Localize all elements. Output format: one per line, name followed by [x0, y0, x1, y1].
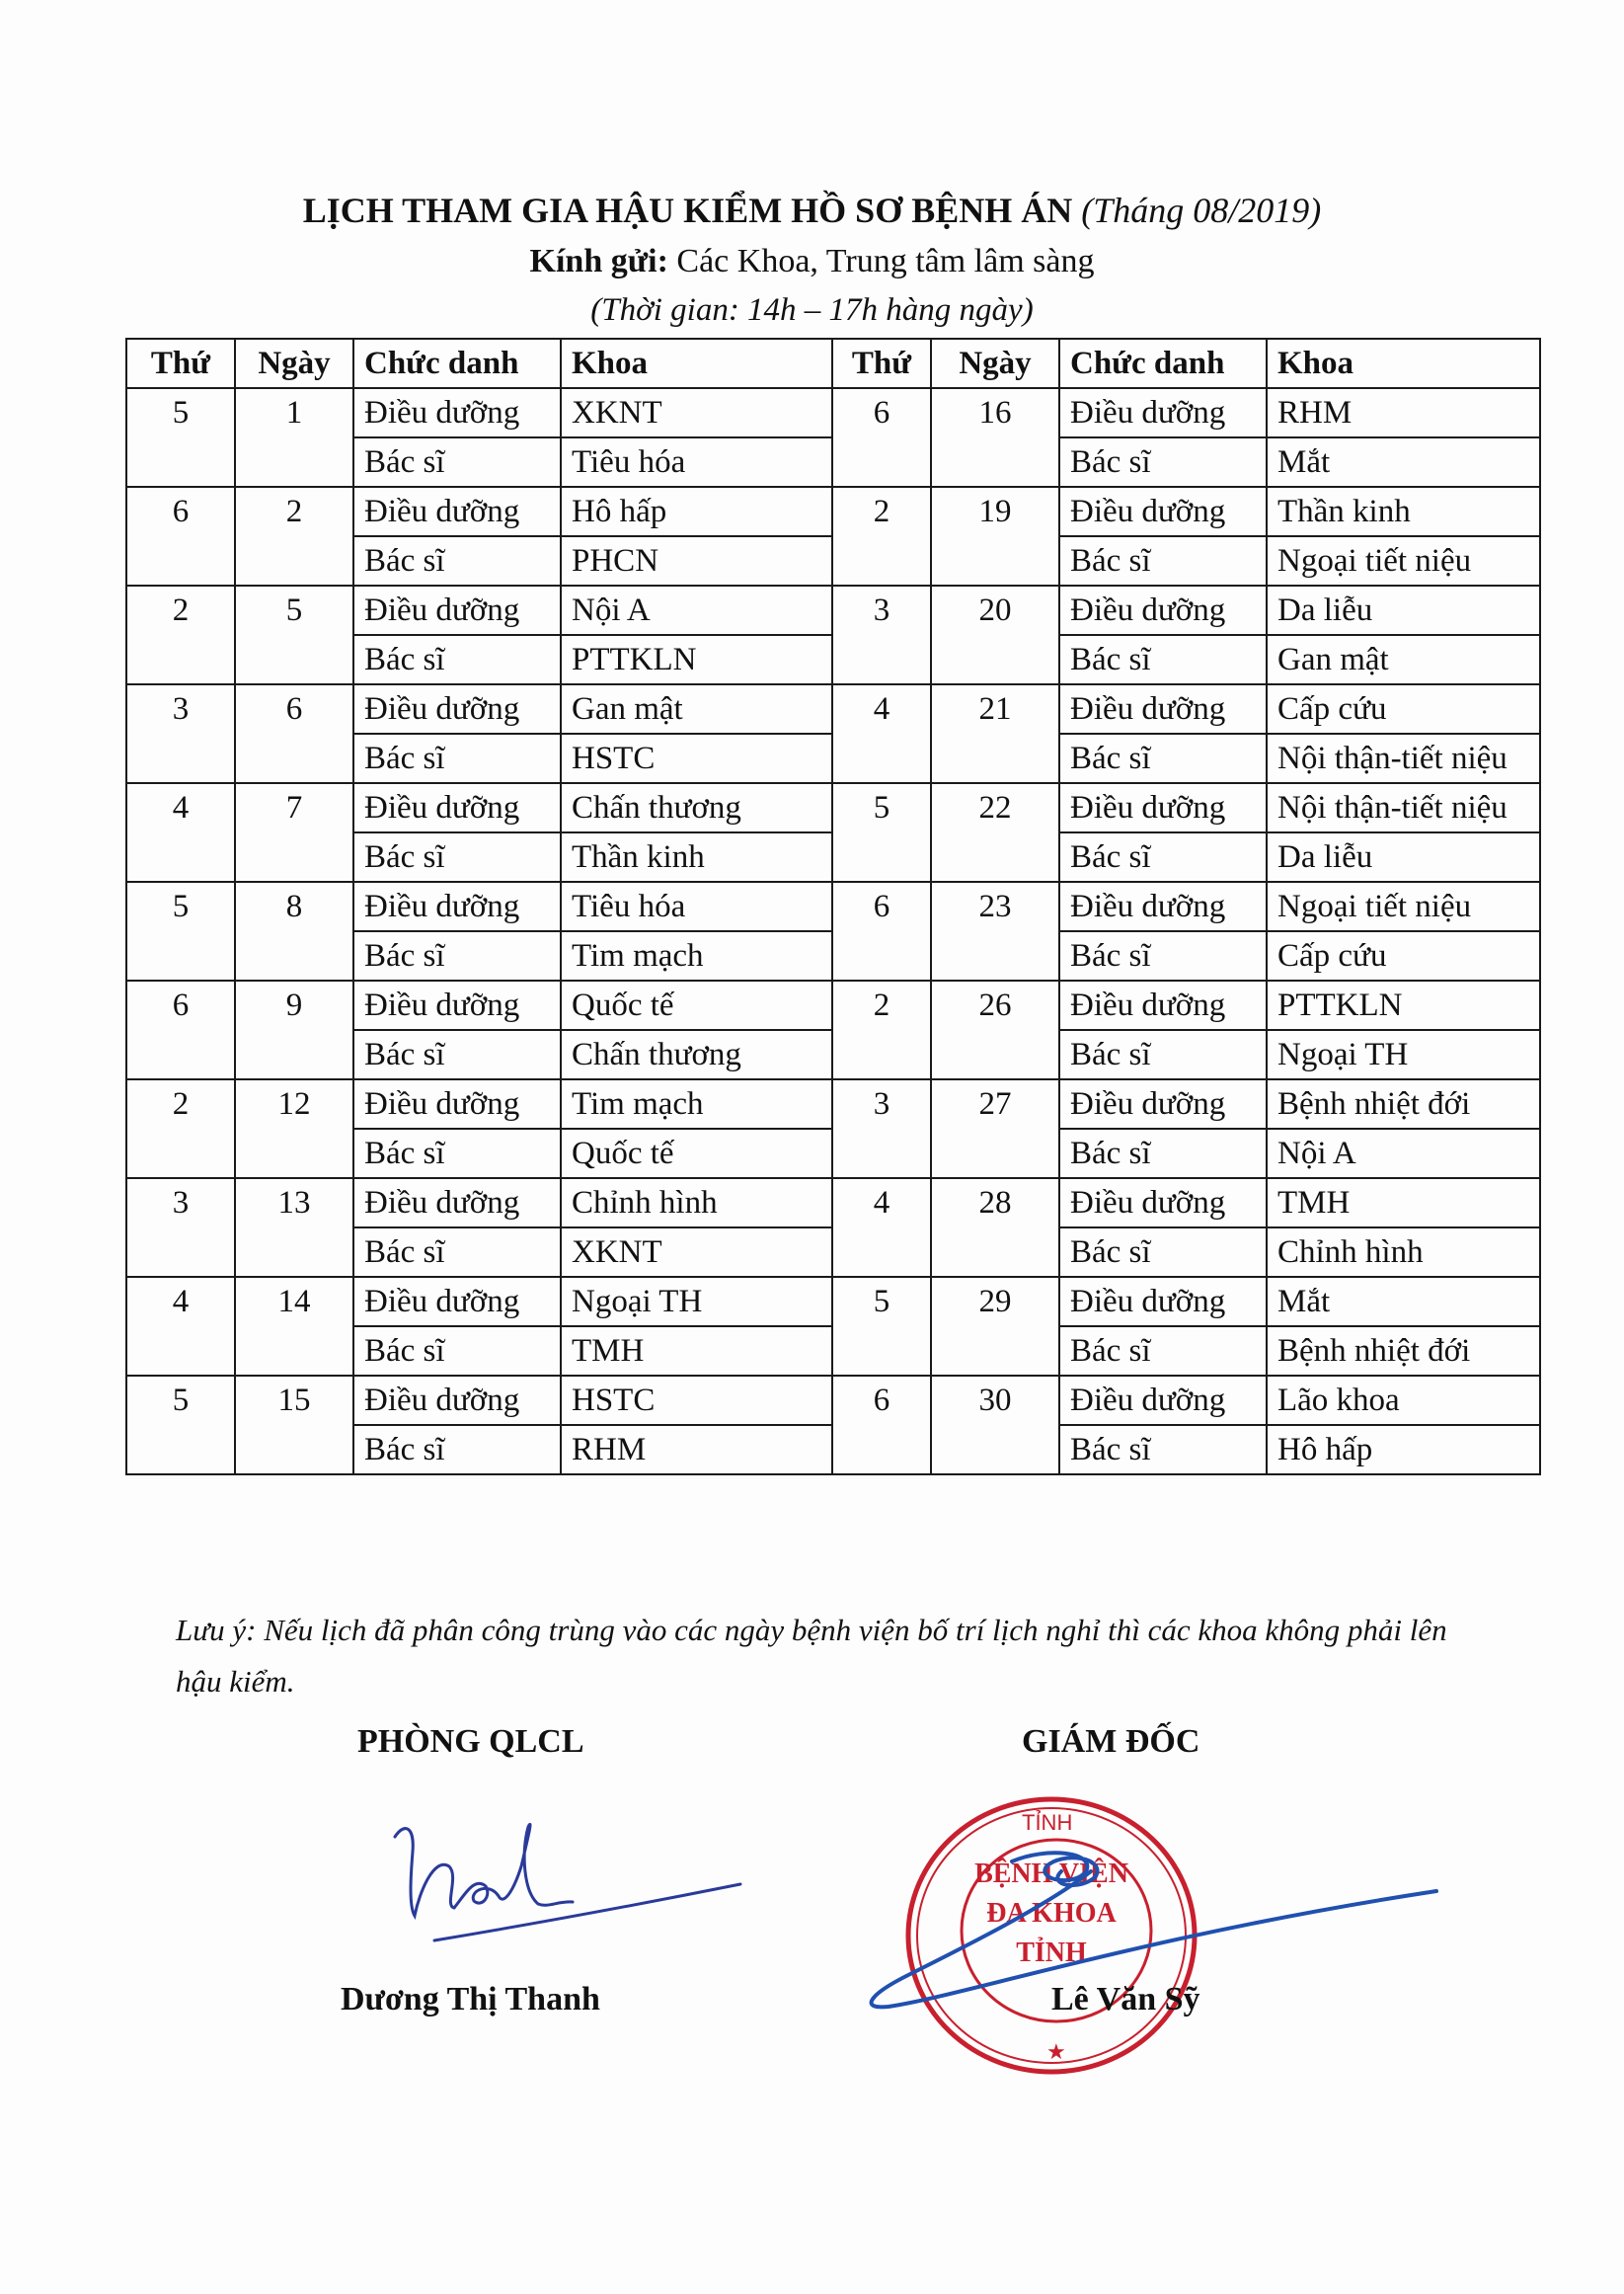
weekday-cell: 5: [832, 1277, 931, 1376]
stamp-ring-text: TỈNH: [1022, 1810, 1073, 1835]
left-signatory-name: Dương Thị Thanh: [341, 1981, 600, 2017]
department-cell: Quốc tế: [561, 981, 832, 1030]
department-cell: Tim mạch: [561, 1079, 832, 1129]
date-cell: 30: [931, 1376, 1059, 1474]
department-cell: HSTC: [561, 734, 832, 783]
role-cell: Điều dưỡng: [353, 586, 561, 635]
weekday-cell: 6: [832, 1376, 931, 1474]
role-cell: Điều dưỡng: [1059, 981, 1267, 1030]
stamp-line: ĐA KHOA: [986, 1898, 1117, 1929]
department-cell: Bệnh nhiệt đới: [1267, 1326, 1540, 1376]
weekday-cell: 2: [126, 586, 235, 684]
role-cell: Điều dưỡng: [1059, 1178, 1267, 1227]
department-cell: PTTKLN: [561, 635, 832, 684]
header-chuc-danh: Chức danh: [1059, 339, 1267, 388]
role-cell: Bác sĩ: [353, 832, 561, 882]
schedule-table: [125, 338, 1541, 1475]
department-cell: Tiêu hóa: [561, 882, 832, 931]
recipient-line: [0, 243, 1624, 280]
date-cell: 26: [931, 981, 1059, 1079]
date-cell: 20: [931, 586, 1059, 684]
role-cell: Bác sĩ: [1059, 1425, 1267, 1474]
header-ngay: Ngày: [931, 339, 1059, 388]
department-cell: Gan mật: [1267, 635, 1540, 684]
date-cell: 22: [931, 783, 1059, 882]
role-cell: Điều dưỡng: [1059, 487, 1267, 536]
role-cell: Bác sĩ: [1059, 536, 1267, 586]
header-khoa: Khoa: [561, 339, 832, 388]
role-cell: Điều dưỡng: [353, 487, 561, 536]
stamp-line: TỈNH: [1016, 1938, 1087, 1968]
department-cell: RHM: [561, 1425, 832, 1474]
date-cell: 7: [235, 783, 353, 882]
department-cell: Ngoại tiết niệu: [1267, 536, 1540, 586]
role-cell: Bác sĩ: [353, 1227, 561, 1277]
weekday-cell: 6: [126, 981, 235, 1079]
department-cell: Chấn thương: [561, 783, 832, 832]
role-cell: Điều dưỡng: [1059, 388, 1267, 437]
weekday-cell: 5: [832, 783, 931, 882]
department-cell: Da liễu: [1267, 586, 1540, 635]
department-cell: HSTC: [561, 1376, 832, 1425]
role-cell: Điều dưỡng: [353, 1079, 561, 1129]
role-cell: Bác sĩ: [353, 931, 561, 981]
date-cell: 23: [931, 882, 1059, 981]
weekday-cell: 3: [126, 684, 235, 783]
date-cell: 16: [931, 388, 1059, 487]
department-cell: Ngoại TH: [561, 1277, 832, 1326]
weekday-cell: 5: [126, 882, 235, 981]
header-thu: Thứ: [832, 339, 931, 388]
weekday-cell: 4: [832, 1178, 931, 1277]
department-cell: TMH: [1267, 1178, 1540, 1227]
date-cell: 8: [235, 882, 353, 981]
weekday-cell: 2: [832, 487, 931, 586]
role-cell: Bác sĩ: [353, 437, 561, 487]
department-cell: Nội A: [561, 586, 832, 635]
table-row: [126, 981, 1540, 1030]
department-cell: Nội A: [1267, 1129, 1540, 1178]
department-cell: Nội thận-tiết niệu: [1267, 783, 1540, 832]
department-cell: Thần kinh: [1267, 487, 1540, 536]
header-khoa: Khoa: [1267, 339, 1540, 388]
weekday-cell: 6: [832, 388, 931, 487]
weekday-cell: 4: [126, 1277, 235, 1376]
weekday-cell: 6: [832, 882, 931, 981]
role-cell: Bác sĩ: [1059, 832, 1267, 882]
header-thu: Thứ: [126, 339, 235, 388]
department-cell: Da liễu: [1267, 832, 1540, 882]
department-cell: Mắt: [1267, 1277, 1540, 1326]
date-cell: 9: [235, 981, 353, 1079]
weekday-cell: 2: [832, 981, 931, 1079]
date-cell: 19: [931, 487, 1059, 586]
table-row: [126, 1079, 1540, 1129]
right-signatory-title: GIÁM ĐỐC: [1022, 1723, 1200, 1760]
department-cell: Ngoại TH: [1267, 1030, 1540, 1079]
role-cell: Điều dưỡng: [353, 882, 561, 931]
date-cell: 2: [235, 487, 353, 586]
weekday-cell: 3: [126, 1178, 235, 1277]
date-cell: 14: [235, 1277, 353, 1376]
handwritten-signature-left: [375, 1797, 750, 1945]
department-cell: Hô hấp: [1267, 1425, 1540, 1474]
role-cell: Bác sĩ: [353, 1129, 561, 1178]
role-cell: Bác sĩ: [353, 635, 561, 684]
role-cell: Bác sĩ: [1059, 1129, 1267, 1178]
stamp-line: BỆNH VIỆN: [974, 1859, 1128, 1889]
department-cell: TMH: [561, 1326, 832, 1376]
role-cell: Bác sĩ: [353, 734, 561, 783]
role-cell: Bác sĩ: [353, 1425, 561, 1474]
department-cell: Thần kinh: [561, 832, 832, 882]
date-cell: 12: [235, 1079, 353, 1178]
role-cell: Bác sĩ: [353, 1326, 561, 1376]
role-cell: Điều dưỡng: [1059, 684, 1267, 734]
table-row: [126, 882, 1540, 931]
department-cell: Tiêu hóa: [561, 437, 832, 487]
role-cell: Điều dưỡng: [1059, 1376, 1267, 1425]
weekday-cell: 5: [126, 388, 235, 487]
weekday-cell: 3: [832, 1079, 931, 1178]
role-cell: Điều dưỡng: [1059, 1277, 1267, 1326]
role-cell: Bác sĩ: [1059, 1227, 1267, 1277]
table-row: [126, 388, 1540, 437]
department-cell: PTTKLN: [1267, 981, 1540, 1030]
table-row: [126, 684, 1540, 734]
table-row: [126, 586, 1540, 635]
role-cell: Bác sĩ: [1059, 1326, 1267, 1376]
title-text: LỊCH THAM GIA HẬU KIỂM HỒ SƠ BỆNH ÁN: [302, 191, 1073, 230]
role-cell: Bác sĩ: [1059, 1030, 1267, 1079]
role-cell: Bác sĩ: [1059, 635, 1267, 684]
header-chuc-danh: Chức danh: [353, 339, 561, 388]
role-cell: Điều dưỡng: [353, 783, 561, 832]
weekday-cell: 4: [126, 783, 235, 882]
role-cell: Điều dưỡng: [353, 684, 561, 734]
table-row: [126, 1376, 1540, 1425]
schedule-body: [126, 388, 1540, 1474]
document-title: [0, 190, 1624, 231]
recipient-text: Các Khoa, Trung tâm lâm sàng: [676, 243, 1095, 279]
department-cell: Hô hấp: [561, 487, 832, 536]
department-cell: XKNT: [561, 388, 832, 437]
role-cell: Bác sĩ: [1059, 437, 1267, 487]
department-cell: Gan mật: [561, 684, 832, 734]
weekday-cell: 2: [126, 1079, 235, 1178]
role-cell: Điều dưỡng: [1059, 1079, 1267, 1129]
right-signatory-name: Lê Văn Sỹ: [1051, 1981, 1200, 2017]
department-cell: PHCN: [561, 536, 832, 586]
date-cell: 6: [235, 684, 353, 783]
department-cell: RHM: [1267, 388, 1540, 437]
date-cell: 15: [235, 1376, 353, 1474]
weekday-cell: 3: [832, 586, 931, 684]
table-row: [126, 783, 1540, 832]
date-cell: 29: [931, 1277, 1059, 1376]
table-row: [126, 487, 1540, 536]
date-cell: 13: [235, 1178, 353, 1277]
department-cell: Cấp cứu: [1267, 684, 1540, 734]
role-cell: Điều dưỡng: [353, 1178, 561, 1227]
department-cell: Chỉnh hình: [1267, 1227, 1540, 1277]
role-cell: Bác sĩ: [1059, 931, 1267, 981]
department-cell: Chấn thương: [561, 1030, 832, 1079]
table-row: [126, 1277, 1540, 1326]
left-signatory-title: PHÒNG QLCL: [357, 1723, 584, 1760]
department-cell: XKNT: [561, 1227, 832, 1277]
weekday-cell: 4: [832, 684, 931, 783]
date-cell: 5: [235, 586, 353, 684]
role-cell: Bác sĩ: [353, 536, 561, 586]
department-cell: Tim mạch: [561, 931, 832, 981]
role-cell: Điều dưỡng: [1059, 586, 1267, 635]
date-cell: 21: [931, 684, 1059, 783]
role-cell: Điều dưỡng: [353, 1277, 561, 1326]
role-cell: Điều dưỡng: [1059, 882, 1267, 931]
department-cell: Cấp cứu: [1267, 931, 1540, 981]
table-row: [126, 1178, 1540, 1227]
department-cell: Nội thận-tiết niệu: [1267, 734, 1540, 783]
department-cell: Mắt: [1267, 437, 1540, 487]
role-cell: Điều dưỡng: [353, 388, 561, 437]
time-note: (Thời gian: 14h – 17h hàng ngày): [590, 292, 1034, 328]
table-header-row: [126, 339, 1540, 388]
header-ngay: Ngày: [235, 339, 353, 388]
weekday-cell: 5: [126, 1376, 235, 1474]
department-cell: Chỉnh hình: [561, 1178, 832, 1227]
recipient-label: Kính gửi:: [529, 243, 668, 279]
title-month: (Tháng 08/2019): [1081, 191, 1322, 230]
role-cell: Điều dưỡng: [1059, 783, 1267, 832]
department-cell: Ngoại tiết niệu: [1267, 882, 1540, 931]
role-cell: Bác sĩ: [1059, 734, 1267, 783]
role-cell: Điều dưỡng: [353, 1376, 561, 1425]
department-cell: Quốc tế: [561, 1129, 832, 1178]
date-cell: 1: [235, 388, 353, 487]
weekday-cell: 6: [126, 487, 235, 586]
date-cell: 28: [931, 1178, 1059, 1277]
star-icon: ★: [1046, 2039, 1066, 2064]
footnote: Lưu ý: Nếu lịch đã phân công trùng vào các ngày bệnh viện bố trí lịch nghỉ thì các khoa không phải lên hậu kiểm.: [176, 1613, 1447, 1699]
department-cell: Bệnh nhiệt đới: [1267, 1079, 1540, 1129]
date-cell: 27: [931, 1079, 1059, 1178]
department-cell: Lão khoa: [1267, 1376, 1540, 1425]
role-cell: Điều dưỡng: [353, 981, 561, 1030]
role-cell: Bác sĩ: [353, 1030, 561, 1079]
